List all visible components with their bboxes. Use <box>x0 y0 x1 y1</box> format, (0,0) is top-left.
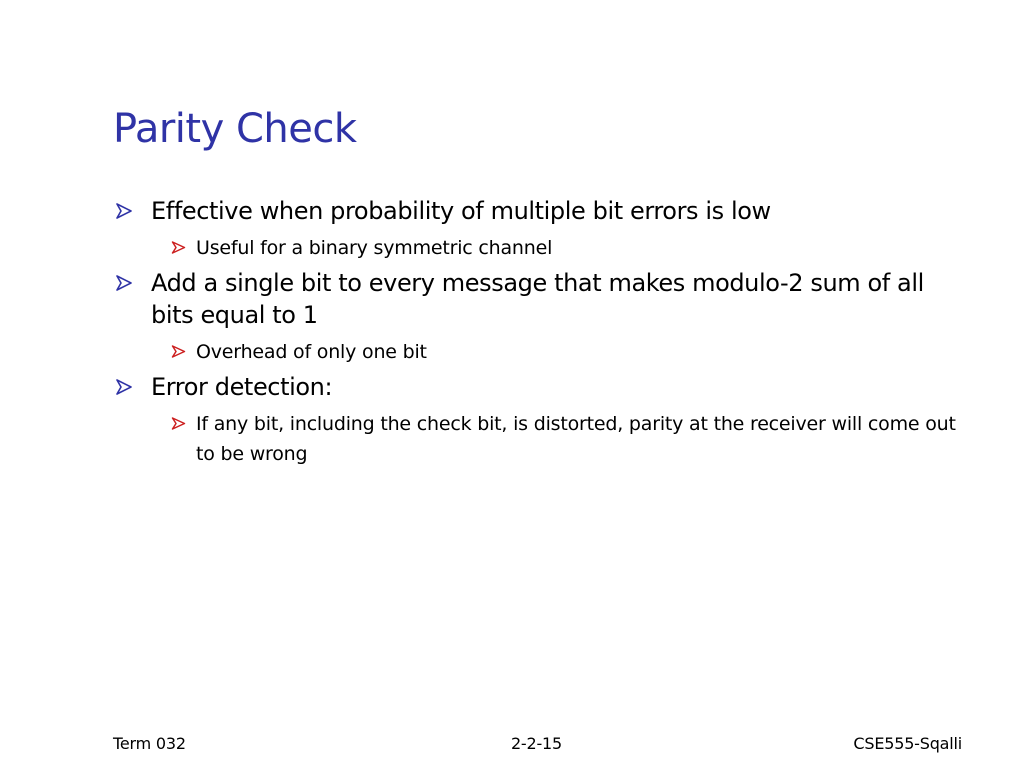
footer-date: 2-2-15 <box>510 734 563 753</box>
sub-bullet-text: If any bit, including the check bit, is distorted, parity at the receiver will come out to be wrong <box>196 413 956 465</box>
arrow-bullet-icon <box>115 379 133 395</box>
bullet-text: Add a single bit to every message that makes modulo-2 sum of all bits equal to 1 <box>151 269 924 329</box>
sub-bullet-item <box>171 337 973 367</box>
sub-bullet-item <box>171 409 973 469</box>
slide-title: Parity Check <box>113 106 357 152</box>
arrow-bullet-icon <box>115 203 133 219</box>
bullet-text: Effective when probability of multiple bit errors is low <box>151 197 771 225</box>
arrow-bullet-icon <box>171 417 186 430</box>
sub-bullet-text: Useful for a binary symmetric channel <box>196 237 553 259</box>
bullet-text: Error detection: <box>151 373 333 401</box>
bullet-item <box>113 371 973 403</box>
footer-course: CSE555-Sqalli <box>853 734 962 753</box>
sub-bullet-item <box>171 233 973 263</box>
footer-term: Term 032 <box>113 734 186 753</box>
bullet-item <box>113 267 973 331</box>
bullet-item <box>113 195 973 227</box>
arrow-bullet-icon <box>115 275 133 291</box>
arrow-bullet-icon <box>171 345 186 358</box>
bullet-list <box>113 195 973 473</box>
sub-bullet-text: Overhead of only one bit <box>196 341 427 363</box>
arrow-bullet-icon <box>171 241 186 254</box>
